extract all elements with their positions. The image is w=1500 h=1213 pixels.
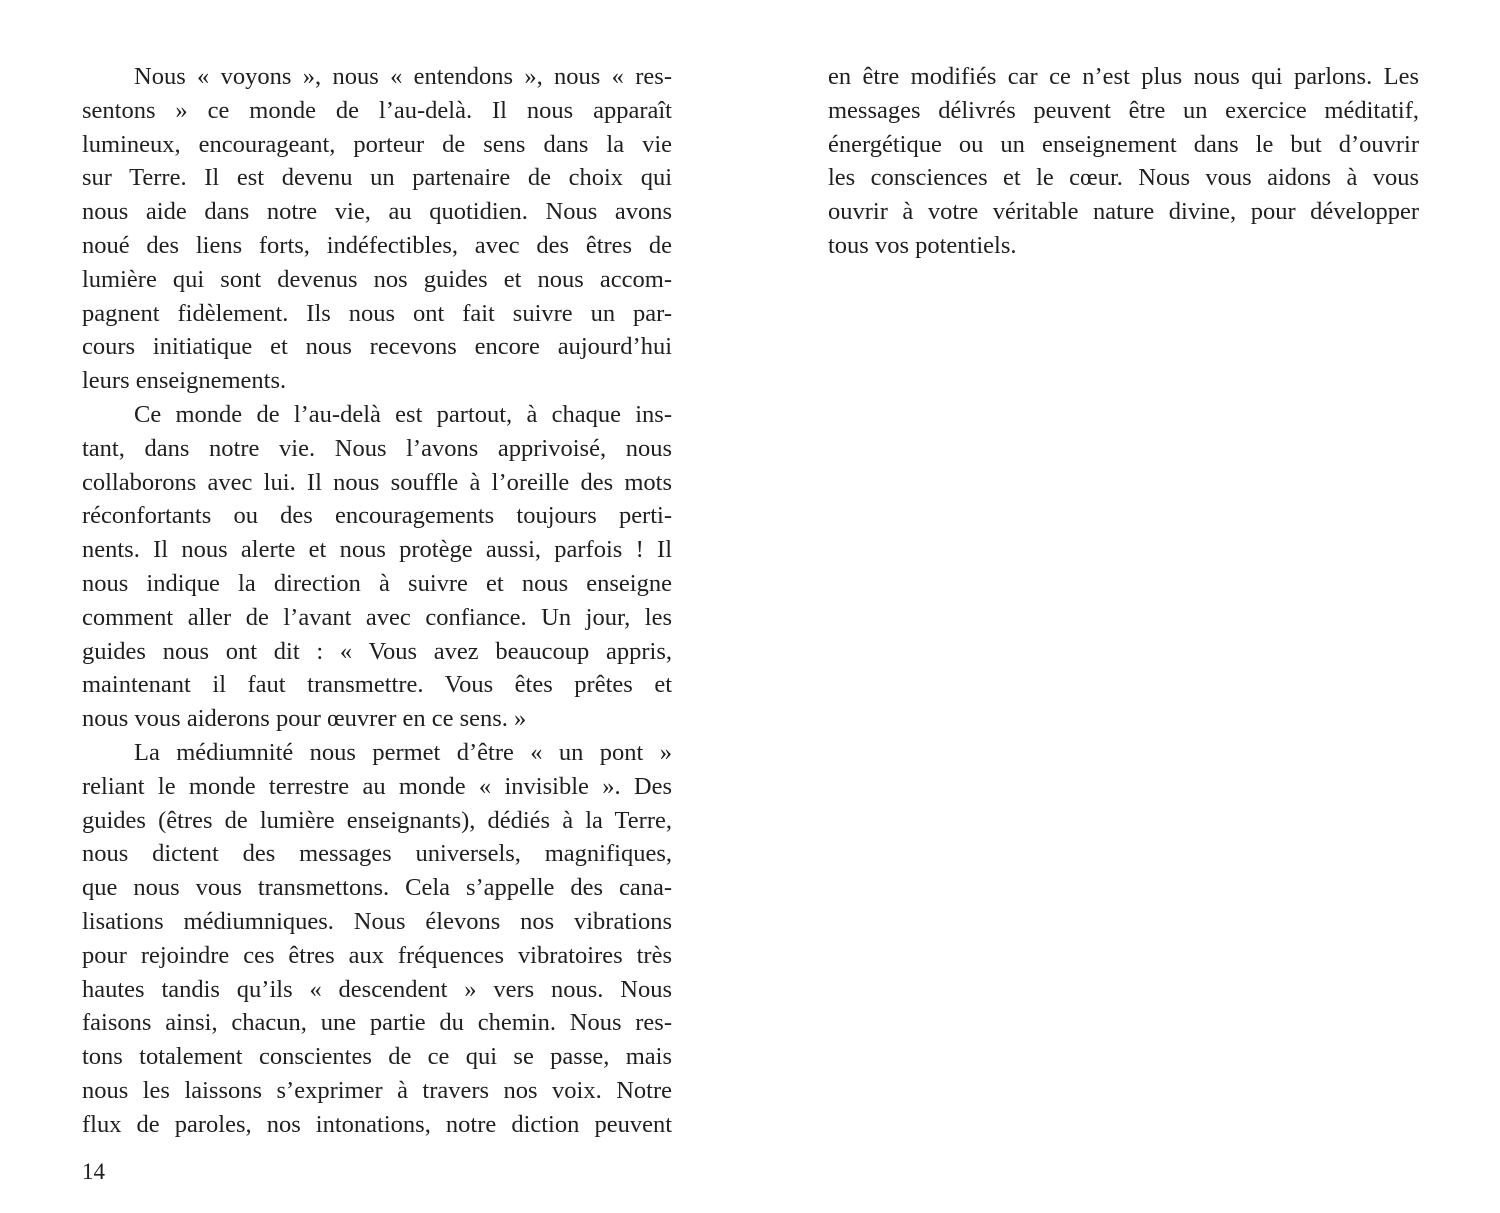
- text-line: tous vos potentiels.: [828, 231, 1017, 259]
- text-line: leurs enseignements.: [82, 367, 287, 395]
- text-line: tant, dans notre vie. Nous l’avons apprivoisé, nous: [82, 434, 672, 462]
- text-line: nents. Il nous alerte et nous protège aussi, parfois ! Il: [82, 536, 672, 564]
- text-line: pour rejoindre ces êtres aux fréquences vibratoires très: [82, 941, 672, 969]
- text-line: messages délivrés peuvent être un exercice méditatif,: [828, 96, 1419, 124]
- right-page: [750, 0, 1500, 1213]
- paragraph-3: [82, 736, 672, 1142]
- paragraph-1: [82, 60, 672, 398]
- text-line: réconfortants ou des encouragements toujours perti-: [82, 502, 672, 530]
- text-line: reliant le monde terrestre au monde « invisible ». Des: [82, 772, 672, 800]
- text-line: tons totalement conscientes de ce qui se passe, mais: [82, 1043, 672, 1071]
- text-line: en être modifiés car ce n’est plus nous qui parlons. Les: [828, 63, 1419, 90]
- text-line: lumière qui sont devenus nos guides et nous accom-: [82, 265, 672, 293]
- left-page-text-column: [82, 60, 672, 1142]
- text-line: noué des liens forts, indéfectibles, avec des êtres de: [82, 231, 672, 259]
- text-line: Ce monde de l’au-delà est partout, à chaque ins-: [134, 400, 672, 428]
- text-line: ouvrir à votre véritable nature divine, pour développer: [828, 198, 1419, 226]
- text-line: cours initiatique et nous recevons encore aujourd’hui: [82, 333, 672, 361]
- text-line: les consciences et le cœur. Nous vous aidons à vous: [828, 164, 1419, 192]
- text-line: La médiumnité nous permet d’être « un pont »: [134, 738, 672, 766]
- text-line: collaborons avec lui. Il nous souffle à l’oreille des mots: [82, 468, 672, 496]
- text-line: guides (êtres de lumière enseignants), dédiés à la Terre,: [82, 806, 672, 834]
- text-line: nous vous aiderons pour œuvrer en ce sens. »: [82, 705, 527, 733]
- text-line: énergétique ou un enseignement dans le but d’ouvrir: [828, 130, 1419, 158]
- text-line: sur Terre. Il est devenu un partenaire de choix qui: [82, 164, 672, 192]
- text-line: flux de paroles, nos intonations, notre diction peuvent: [82, 1110, 672, 1138]
- text-line: nous aide dans notre vie, au quotidien. Nous avons: [82, 198, 672, 226]
- text-line: guides nous ont dit : « Vous avez beaucoup appris,: [82, 637, 672, 665]
- paragraph-2: [82, 398, 672, 736]
- paragraph-4: [828, 60, 1419, 263]
- right-page-text-column: [828, 60, 1419, 263]
- text-line: lisations médiumniques. Nous élevons nos vibrations: [82, 907, 672, 935]
- text-line: maintenant il faut transmettre. Vous êtes prêtes et: [82, 671, 672, 699]
- text-line: pagnent fidèlement. Ils nous ont fait suivre un par-: [82, 299, 672, 327]
- text-line: lumineux, encourageant, porteur de sens dans la vie: [82, 130, 672, 158]
- text-line: nous dictent des messages universels, magnifiques,: [82, 840, 672, 868]
- text-line: comment aller de l’avant avec confiance. Un jour, les: [82, 603, 672, 631]
- text-line: faisons ainsi, chacun, une partie du chemin. Nous res-: [82, 1009, 672, 1037]
- text-line: Nous « voyons », nous « entendons », nous « res-: [134, 63, 672, 90]
- page-number: 14: [82, 1159, 105, 1184]
- text-line: nous les laissons s’exprimer à travers nos voix. Notre: [82, 1076, 672, 1104]
- text-line: hautes tandis qu’ils « descendent » vers nous. Nous: [82, 975, 672, 1003]
- text-line: que nous vous transmettons. Cela s’appelle des cana-: [82, 874, 672, 902]
- text-line: sentons » ce monde de l’au-delà. Il nous apparaît: [82, 96, 672, 124]
- text-line: nous indique la direction à suivre et nous enseigne: [82, 569, 672, 597]
